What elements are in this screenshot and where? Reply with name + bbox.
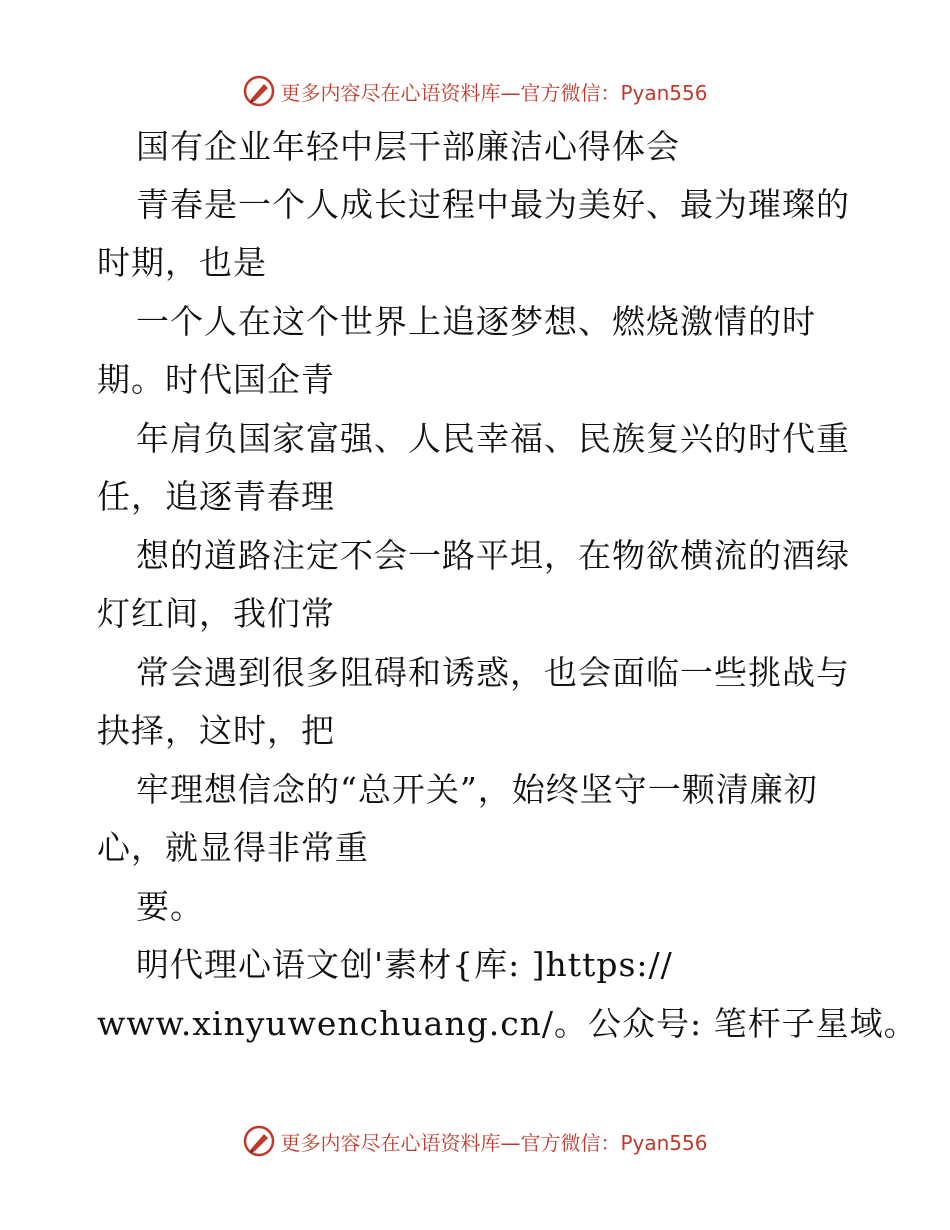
paragraph-line: 期。时代国企青 <box>97 360 335 399</box>
paragraph-line: 心，就显得非常重 <box>97 828 369 867</box>
paragraph-line: 青春是一个人成长过程中最为美好、最为璀璨的 <box>136 185 850 224</box>
header-banner-text: 更多内容尽在心语资料库—官方微信：Pyan556 <box>280 80 708 105</box>
paragraph-line: 一个人在这个世界上追逐梦想、燃烧激情的时 <box>136 302 816 341</box>
paragraph-line: 要。 <box>136 887 204 926</box>
paragraph-line: 明代理心语文创'素材{库: ]https:// <box>136 945 673 984</box>
paragraph-line: www.xinyuwenchuang.cn/。公众号: 笔杆子星域。 <box>97 1004 918 1043</box>
pen-nib-logo-icon <box>242 1124 276 1158</box>
document-title: 国有企业年轻中层干部廉洁心得体会 <box>136 127 680 166</box>
paragraph-line: 牢理想信念的“总开关”，始终坚守一颗清廉初 <box>136 770 818 809</box>
paragraph-line: 时期，也是 <box>97 243 267 282</box>
header-banner <box>0 71 950 111</box>
paragraph-line: 常会遇到很多阻碍和诱惑，也会面临一些挑战与 <box>136 653 850 692</box>
pen-nib-logo-icon <box>242 74 276 108</box>
paragraph-line: 灯红间，我们常 <box>97 594 335 633</box>
paragraph-line: 想的道路注定不会一路平坦，在物欲横流的酒绿 <box>136 536 850 575</box>
footer-banner <box>0 1121 950 1161</box>
footer-banner-text: 更多内容尽在心语资料库—官方微信：Pyan556 <box>280 1130 708 1155</box>
paragraph-line: 年肩负国家富强、人民幸福、民族复兴的时代重 <box>136 419 850 458</box>
paragraph-line: 抉择，这时，把 <box>97 711 335 750</box>
paragraph-line: 任，追逐青春理 <box>97 477 335 516</box>
